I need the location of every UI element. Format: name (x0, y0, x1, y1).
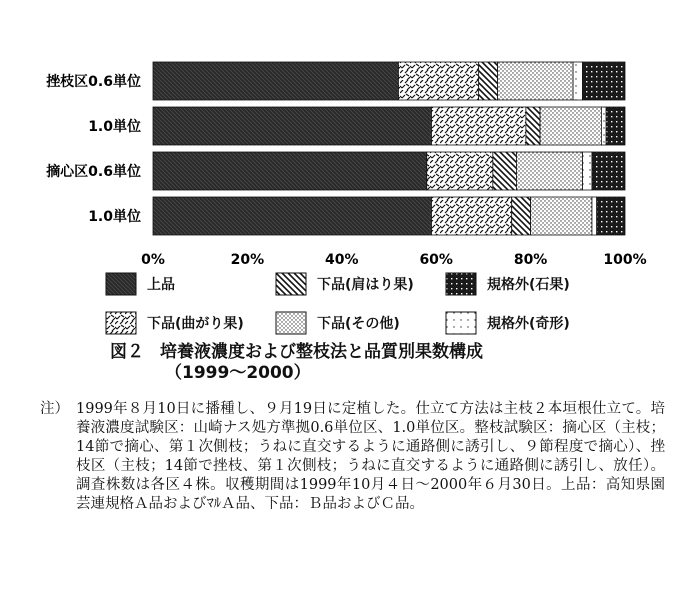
bar-segment-4-4 (531, 197, 592, 235)
category-label-2: 1.0単位 (88, 119, 141, 135)
bar-segment-4-5 (592, 197, 597, 235)
legend-label-3: 規格外(石果) (487, 277, 570, 293)
bar-segment-1-6 (583, 62, 625, 100)
legend-label-4: 下品(曲がり果) (147, 316, 244, 332)
bar-segment-2-1 (153, 107, 431, 145)
bar-segment-4-2 (431, 197, 511, 235)
bar-segment-2-3 (526, 107, 540, 145)
bar-segment-1-2 (398, 62, 478, 100)
x-tick-label-4: 60% (419, 252, 453, 268)
bar-segment-2-4 (540, 107, 601, 145)
x-tick-label-6: 100% (603, 252, 647, 268)
footnote-text: 1999年８月10日に播種し、９月19日に定植した。仕立て方法は主枝２本垣根仕立て。培養液濃度試験区：山崎ナス処方準拠0.6単位区、1.0単位区。整枝試験区：摘心区（主枝；14節で摘心、第１次側枝；うねに直交するように通路側に誘引し、９節程度で摘心）、挫枝区（主枝；14節で挫枝、第１次側枝；うねに直交するように通路側に誘引し、放任）。調査株数は各区４株。収穫期間は1999年10月４日～2000年６月30日。上品：高知県園芸連規格Ａ品およびﾏﾙＡ品、下品：Ｂ品およびＣ品。 (76, 401, 665, 512)
legend-swatch-6 (445, 311, 477, 335)
legend-label-5: 下品(その他) (317, 316, 400, 332)
category-label-1: 挫枝区0.6単位 (46, 74, 141, 90)
footnote (40, 400, 665, 514)
figure-caption (110, 342, 670, 384)
figure-title: 培養液濃度および整枝法と品質別果数構成 (160, 342, 483, 362)
legend-item-5 (275, 310, 400, 336)
x-tick-label-1: 0% (141, 252, 165, 268)
bar-segment-4-3 (512, 197, 531, 235)
bar-segment-4-6 (597, 197, 625, 235)
x-tick-label-2: 20% (230, 252, 265, 268)
bar-segment-3-5 (583, 152, 592, 190)
bar-segment-2-6 (606, 107, 625, 145)
x-tick-label-5: 80% (513, 252, 548, 268)
bar-segment-3-1 (153, 152, 427, 190)
category-label-3: 摘心区0.6単位 (46, 164, 141, 180)
bar-segment-4-1 (153, 197, 431, 235)
x-tick-label-3: 40% (325, 252, 359, 268)
bar-segment-3-6 (592, 152, 625, 190)
legend-item-3 (445, 271, 570, 297)
legend-label-1: 上品 (147, 277, 175, 293)
bar-segment-3-3 (493, 152, 517, 190)
legend-swatch-5 (275, 311, 307, 335)
bar-segment-1-4 (498, 62, 574, 100)
bar-segment-2-5 (601, 107, 606, 145)
legend-item-6 (445, 310, 570, 336)
legend-label-6: 規格外(奇形) (487, 316, 570, 332)
figure-number: 図２ (110, 342, 144, 362)
bar-segment-2-2 (431, 107, 525, 145)
legend-item-1 (105, 271, 175, 297)
bar-segment-3-2 (427, 152, 493, 190)
footnote-label: 注） (40, 401, 69, 417)
bar-segment-1-3 (479, 62, 498, 100)
bar-segment-1-1 (153, 62, 398, 100)
bar-segment-1-5 (573, 62, 582, 100)
legend-swatch-1 (105, 272, 137, 296)
legend-swatch-2 (275, 272, 307, 296)
legend-swatch-3 (445, 272, 477, 296)
legend-swatch-4 (105, 311, 137, 335)
category-label-4: 1.0単位 (88, 209, 141, 225)
bar-segment-3-4 (516, 152, 582, 190)
legend-item-4 (105, 310, 244, 336)
legend-item-2 (275, 271, 414, 297)
figure-years: （1999～2000） (165, 363, 311, 383)
legend-label-2: 下品(肩はり果) (317, 277, 414, 293)
